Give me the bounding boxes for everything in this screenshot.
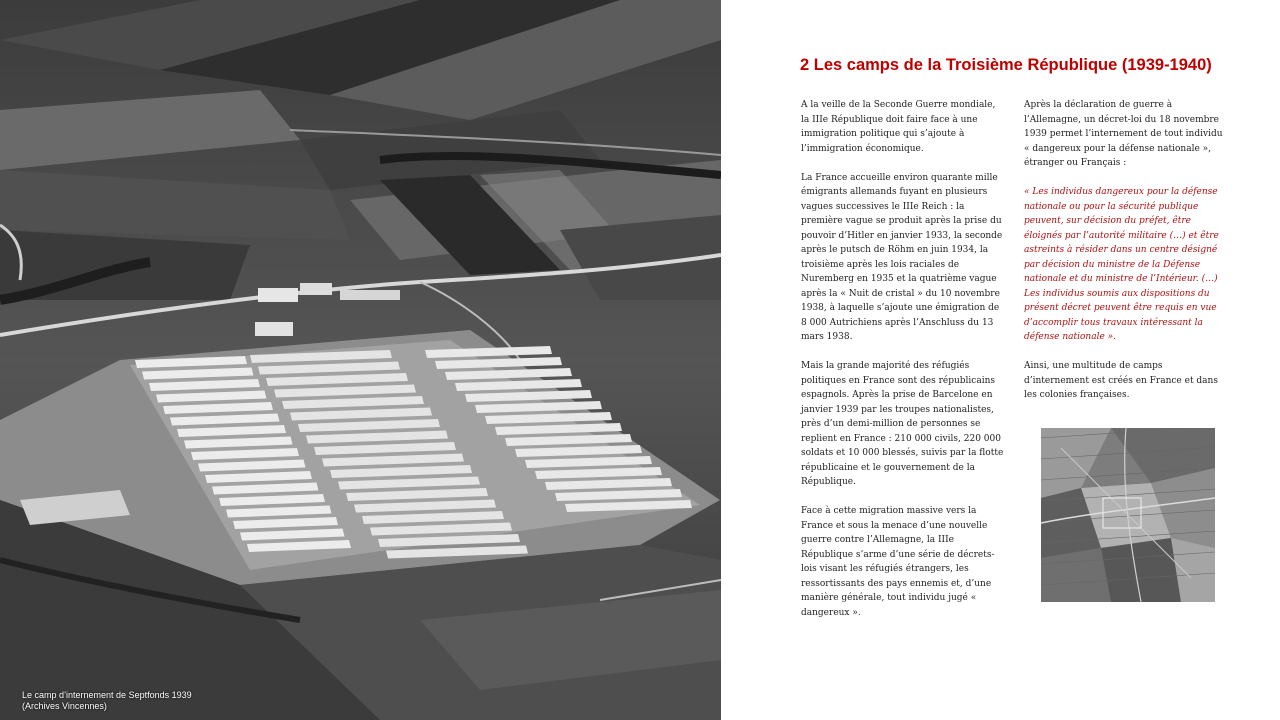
paragraph: Après la déclaration de guerre à l’Allemagne, un décret-loi du 18 novembre 1939 permet l’internement de tout individu « dangereux pour la défense nationale », étranger ou Français : [1024, 100, 1223, 168]
caption-line-1: Le camp d’internement de Septfonds 1939 [22, 690, 192, 700]
aerial-map-thumbnail [1041, 428, 1215, 602]
page-title: 2 Les camps de la Troisième République (1939-1940) [800, 56, 1212, 74]
photo-caption [22, 690, 192, 712]
paragraph: A la veille de la Seconde Guerre mondiale, la IIIe République doit faire face à une immigration politique qui s’ajoute à l’immigration économique. [801, 100, 996, 154]
paragraph: Face à cette migration massive vers la France et sous la menace d’une nouvelle guerre contre l’Allemagne, la IIIe République s’arme d’une série de décrets-lois visant les réfugiés étrangers, les ressortissants des pays ennemis et, d’une manière générale, tout individu jugé « dangereux ». [801, 506, 995, 618]
paragraph: Mais la grande majorité des réfugiés politiques en France sont des républicains espagnols. Après la prise de Barcelone en janvier 1939 par les troupes nationalistes, près d’un demi-million de personnes se replient en France : 210 000 civils, 220 000 soldats et 10 000 blessés, suivis par la flotte républicaine et le gouvernement de la République. [801, 361, 1004, 487]
paragraph: La France accueille environ quarante mille émigrants allemands fuyant en plusieurs vagues successives le IIIe Reich : la première vague se produit après la prise du pouvoir d’Hitler en janvier 1933, la seconde après le putsch de Röhm en juin 1934, la troisième après les lois raciales de Nuremberg en 1935 et la quatrième vague après la « Nuit de cristal » du 10 novembre 1938, à laquelle s’ajoute une émigration de 8 000 Autrichiens après l’Anschluss du 13 mars 1938. [801, 172, 1003, 342]
thumbnail-drawing [1041, 428, 1215, 602]
text-column-right [1024, 98, 1230, 417]
paragraph: Ainsi, une multitude de camps d’internement est créés en France et dans les colonies françaises. [1024, 361, 1218, 400]
caption-line-2: (Archives Vincennes) [22, 701, 107, 711]
decree-quote: « Les individus dangereux pour la défense nationale ou pour la sécurité publique peuvent, sur décision du préfet, être éloignés par l’autorité militaire (…) et être astreints à résider dans un centre désigné par décision du ministre de la Défense nationale et du ministre de l’Intérieur. (…) Les individus soumis aux dispositions du présent décret peuvent être requis en vue d’accomplir tous travaux intéressant la défense nationale ». [1024, 187, 1219, 342]
text-column-left [801, 98, 1004, 635]
